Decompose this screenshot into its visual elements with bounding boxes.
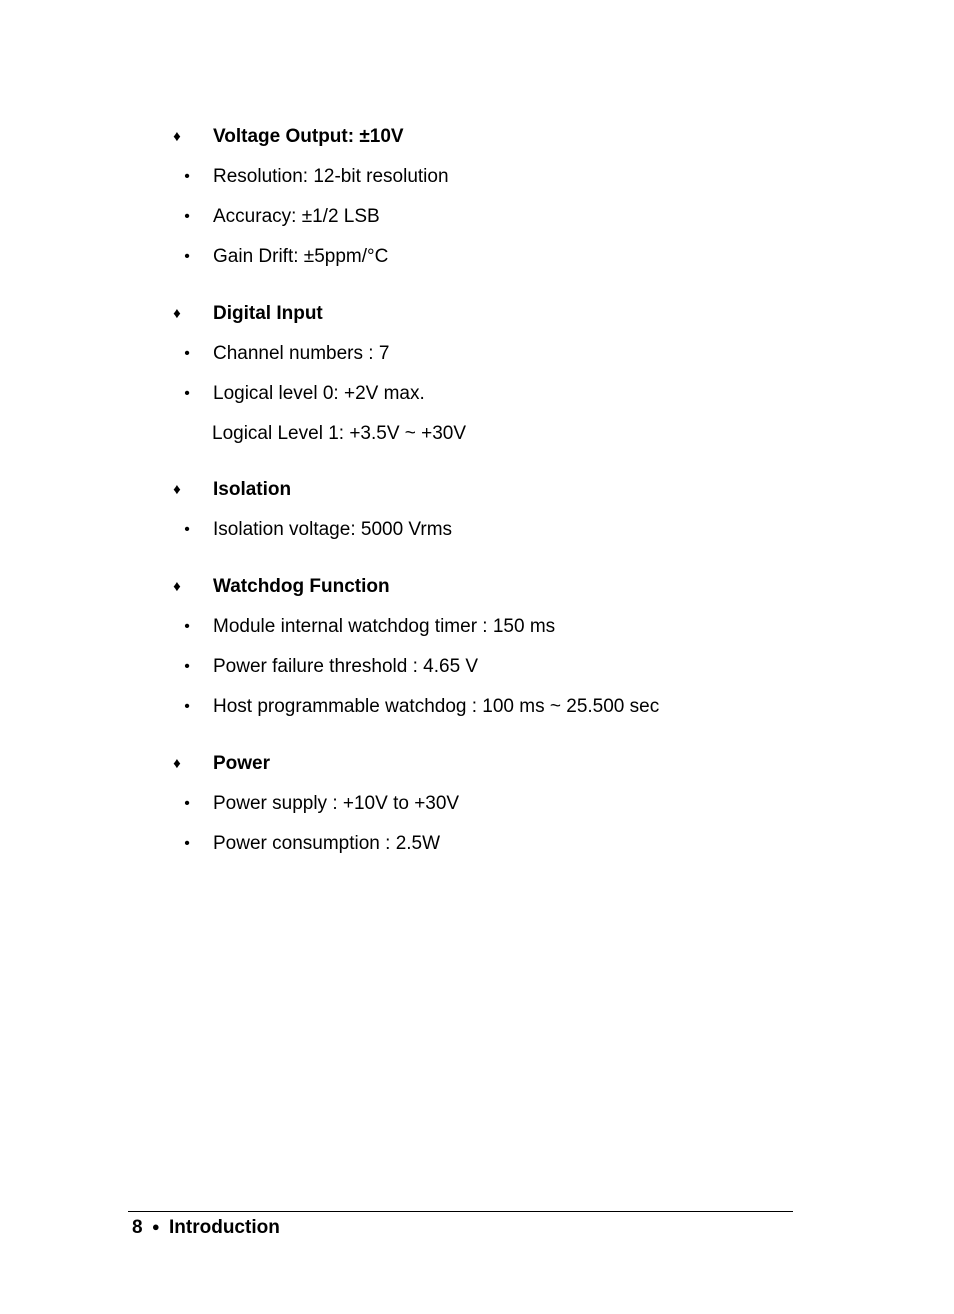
list-item	[0, 784, 954, 824]
heading-text: Digital Input	[213, 303, 323, 324]
diamond-bullet-icon: ♦	[173, 305, 181, 322]
round-bullet-icon: •	[184, 248, 190, 265]
list-item-text: Channel numbers : 7	[213, 343, 390, 364]
diamond-bullet-icon: ♦	[173, 481, 181, 498]
list-item	[0, 824, 954, 864]
list-item-text: Power failure threshold : 4.65 V	[213, 656, 479, 677]
diamond-bullet-icon: ♦	[173, 578, 181, 595]
list-item-text: Logical level 0: +2V max.	[213, 383, 425, 404]
round-bullet-icon: •	[184, 618, 190, 635]
round-bullet-icon: •	[184, 658, 190, 675]
list-item	[0, 607, 954, 647]
list-item	[0, 157, 954, 197]
section-voltage-output	[0, 117, 954, 277]
round-bullet-icon: •	[184, 521, 190, 538]
section-digital-input	[0, 294, 954, 454]
footer-dot-icon: ●	[151, 1219, 160, 1234]
section-heading	[0, 294, 954, 334]
list-item-text: Host programmable watchdog : 100 ms ~ 25.500 sec	[213, 696, 660, 717]
heading-text: Voltage Output: ±10V	[213, 126, 404, 147]
list-item-continuation	[0, 414, 954, 454]
section-heading	[0, 117, 954, 157]
list-item-text: Resolution: 12-bit resolution	[213, 166, 449, 187]
list-item-text: Gain Drift: ±5ppm/°C	[213, 246, 389, 267]
page-footer	[132, 1214, 280, 1241]
list-item	[0, 374, 954, 414]
list-item	[0, 237, 954, 277]
section-isolation	[0, 470, 954, 550]
section-power	[0, 744, 954, 864]
list-item-text: Power supply : +10V to +30V	[213, 793, 460, 814]
section-heading	[0, 744, 954, 784]
continuation-text: Logical Level 1: +3.5V ~ +30V	[212, 423, 467, 444]
list-item	[0, 334, 954, 374]
list-item	[0, 687, 954, 727]
footer-divider	[128, 1211, 793, 1212]
round-bullet-icon: •	[184, 208, 190, 225]
section-heading	[0, 567, 954, 607]
list-item-text: Accuracy: ±1/2 LSB	[213, 206, 380, 227]
heading-text: Isolation	[213, 479, 292, 500]
round-bullet-icon: •	[184, 345, 190, 362]
section-watchdog-function	[0, 567, 954, 727]
page-number: 8	[132, 1217, 143, 1238]
list-item	[0, 197, 954, 237]
list-item	[0, 510, 954, 550]
diamond-bullet-icon: ♦	[173, 755, 181, 772]
round-bullet-icon: •	[184, 698, 190, 715]
list-item-text: Module internal watchdog timer : 150 ms	[213, 616, 556, 637]
heading-text: Watchdog Function	[213, 576, 390, 597]
diamond-bullet-icon: ♦	[173, 128, 181, 145]
round-bullet-icon: •	[184, 168, 190, 185]
list-item-text: Isolation voltage: 5000 Vrms	[213, 519, 453, 540]
list-item	[0, 647, 954, 687]
heading-text: Power	[213, 753, 271, 774]
round-bullet-icon: •	[184, 385, 190, 402]
round-bullet-icon: •	[184, 835, 190, 852]
section-heading	[0, 470, 954, 510]
footer-title: Introduction	[169, 1217, 280, 1238]
list-item-text: Power consumption : 2.5W	[213, 833, 441, 854]
round-bullet-icon: •	[184, 795, 190, 812]
